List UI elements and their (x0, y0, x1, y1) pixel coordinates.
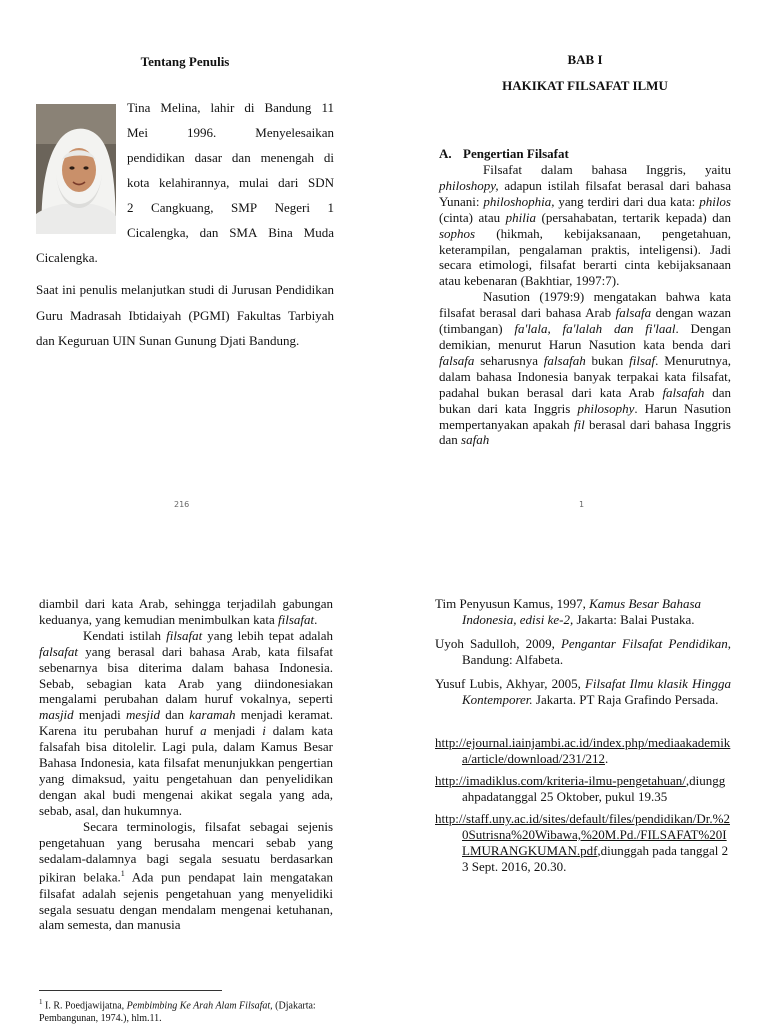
bio-word: Menyelesaikan (255, 125, 334, 140)
bio-word: Tina (127, 100, 151, 115)
chapter-body (439, 162, 731, 448)
reference-link[interactable]: http://staff.uny.ac.id/sites/default/files/pendidikan/Dr.%20Sutrisna%20Wibawa,%20M.Pd./FILSAFAT%20ILMURANGKUMAN.pdf (435, 811, 730, 858)
paragraph: Kendati istilah filsafat yang lebih tepat adalah falsafat yang berasal dari bahasa Arab, kata filsafat sebenarnya bisa diterima dalam bahasa Indonesia. Sebab, sebagian kata Arab yang diindonesiakan mengalami perubahan dalam huruf vokalnya, seperti masjid menjadi mesjid dan karamah menjadi keramat. Karena itu perubahan huruf a menjadi i dalam kata falsafah bisa ditolelir. Lagi pula, dalam Kamus Besar Bahasa Indonesia, kata filsafat menunjukkan pengertian yang dimaksud, yaitu pengetahuan dan penyelidikan dengan akal budi mengenai akikat segala yang ada, sebab, asal, dan hukumnya. (39, 627, 333, 818)
bio-word: Muda (303, 225, 334, 240)
web-references (435, 735, 731, 875)
footnote: $^1$ I. R. Poedjawijatna, Pembimbing Ke Arah Alam Filsafat, (Djakarta: Pembangunan, 1974.), hlm.11. (39, 998, 316, 1025)
bio-word: dan (231, 150, 251, 165)
web-reference-entry: http://staff.uny.ac.id/sites/default/files/pendidikan/Dr.%20Sutrisna%20Wibawa,%20M.Pd./FILSAFAT%20ILMURANGKUMAN.pdf,diunggah pada tanggal 23 Sept. 2016, 20.30. (435, 811, 730, 874)
bio-line (127, 170, 334, 195)
author-bio (36, 95, 334, 270)
bio-word: Negeri (274, 200, 310, 215)
bio-word: SMP (231, 200, 258, 215)
bio-word: Bina (268, 225, 293, 240)
author-heading: Tentang Penulis (140, 54, 230, 69)
paragraph: Secara terminologis, filsafat sebagai sejenis pengetahuan yang berusaha mencari sebab yang sedalam-dalamnya bagi segala sesuatu berdasarkan pikiran belaka.$^1$ Ada pun pendapat lain mengatakan filsafat adalah sejenis pengetahuan yang menyelidiki segala sesuatu dengan mendalam mengenai ketuhanan, alam semesta, dan manusia (39, 818, 333, 933)
bio-word: 11 (321, 100, 334, 115)
reference-link[interactable]: http://ejournal.iainjambi.ac.id/index.php/mediaakademika/article/download/231/212 (435, 735, 731, 766)
bio-word: dasar (194, 150, 223, 165)
section-heading (439, 146, 569, 162)
paragraph: Nasution (1979:9) mengatakan bahwa kata filsafat berasal dari bahasa Arab falsafa dengan wazan (timbangan) fa'lala, fa'lalah dan fi'laal. Dengan demikian, menurut Harun Nasution kata benda dari falsafa seharusnya falsafah bukan filsaf. Menurutnya, dalam bahasa Indonesia banyak terpakai kata filsafat, padahal bukan berasal dari kata Arab falsafah dan bukan dari kata Inggris philosophy. Harun Nasution mempertanyakan apakah fil berasal dari bahasa Inggris dan safah (439, 289, 731, 448)
bio-word: mulai (238, 175, 269, 190)
bio-word: di (244, 100, 255, 115)
bio-word: 2 (127, 200, 134, 215)
bio-word: Bandung (264, 100, 312, 115)
section-marker: A. (439, 146, 452, 161)
bio-line-last: Cicalengka. (36, 250, 98, 265)
footnote-reference[interactable]: 1 (120, 869, 125, 879)
bio-word: SMA (229, 225, 258, 240)
bio-word: di (323, 150, 334, 165)
bio-word: pendidikan (127, 150, 185, 165)
reference-entry: Uyoh Sadulloh, 2009, Pengantar Filsafat Pendidikan, Bandung: Alfabeta. (435, 636, 731, 667)
web-reference-entry: http://imadiklus.com/kriteria-ilmu-pengetahuan/,diunggahpadatanggal 25 Oktober, pukul 19.35 (435, 773, 726, 804)
reference-entry: Tim Penyusun Kamus, 1997, Kamus Besar Bahasa Indonesia, edisi ke-2, Jakarta: Balai Pustaka. (435, 596, 702, 627)
bio-word: SDN (307, 175, 334, 190)
bio-word: 1996. (187, 125, 217, 140)
footnote-divider (39, 990, 222, 991)
references-page (435, 596, 731, 881)
author-study-paragraph: Saat ini penulis melanjutkan studi di Jurusan Pendidikan Guru Madrasah Ibtidaiyah (PGMI) Fakultas Tarbiyah dan Keguruan UIN Sunan Gunung Djati Bandung. (36, 282, 334, 348)
bio-word: Melina, (160, 100, 201, 115)
bio-word: Cicalengka, (127, 225, 189, 240)
bio-word: 1 (327, 200, 334, 215)
bio-line (127, 195, 334, 220)
reference-link[interactable]: http://imadiklus.com/kriteria-ilmu-pengetahuan/ (435, 773, 686, 788)
bio-word: menengah (260, 150, 314, 165)
web-reference-entry: http://ejournal.iainjambi.ac.id/index.php/mediaakademika/article/download/231/212. (435, 735, 731, 766)
continuation-page (39, 596, 333, 1025)
bio-word: dari (278, 175, 299, 190)
section-title: Pengertian Filsafat (463, 146, 569, 161)
chapter-number: BAB I (567, 52, 603, 67)
reference-entry: Yusuf Lubis, Akhyar, 2005, Filsafat Ilmu klasik Hingga Kontemporer. Jakarta. PT Raja Grafindo Persada. (435, 676, 731, 707)
bio-line (127, 95, 334, 120)
bio-word: Cangkuang, (151, 200, 214, 215)
paragraph: diambil dari kata Arab, sehingga terjadilah gabungan keduanya, yang kemudian menimbulkan kata filsafat. (39, 596, 333, 627)
page-number: 1 (579, 500, 585, 509)
page-number: 216 (174, 500, 190, 509)
bio-line (127, 120, 334, 145)
chapter-title: HAKIKAT FILSAFAT ILMU (502, 78, 668, 93)
bio-word: kelahirannya, (158, 175, 230, 190)
bio-line (127, 145, 334, 170)
bio-line (127, 220, 334, 245)
bio-word: lahir (210, 100, 235, 115)
paragraph: Filsafat dalam bahasa Inggris, yaitu philoshopy, adapun istilah filsafat berasal dari bahasa Yunani: philoshophia, yang terdiri dari dua kata: philos (cinta) atau philia (persahabatan, tertarik kepada) dan sophos (hikmah, kebijaksanaan, pengetahuan, keterampilan, pengalaman praktis, inteligensi). Jadi secara etimologi, filsafat berarti cinta kebijaksanaan atau kebenaran (Bakhtiar, 1997:7). (439, 162, 732, 289)
bio-word: Mei (127, 125, 148, 140)
bio-word: dan (199, 225, 219, 240)
continuation-body (39, 596, 333, 933)
bio-word: kota (127, 175, 150, 190)
